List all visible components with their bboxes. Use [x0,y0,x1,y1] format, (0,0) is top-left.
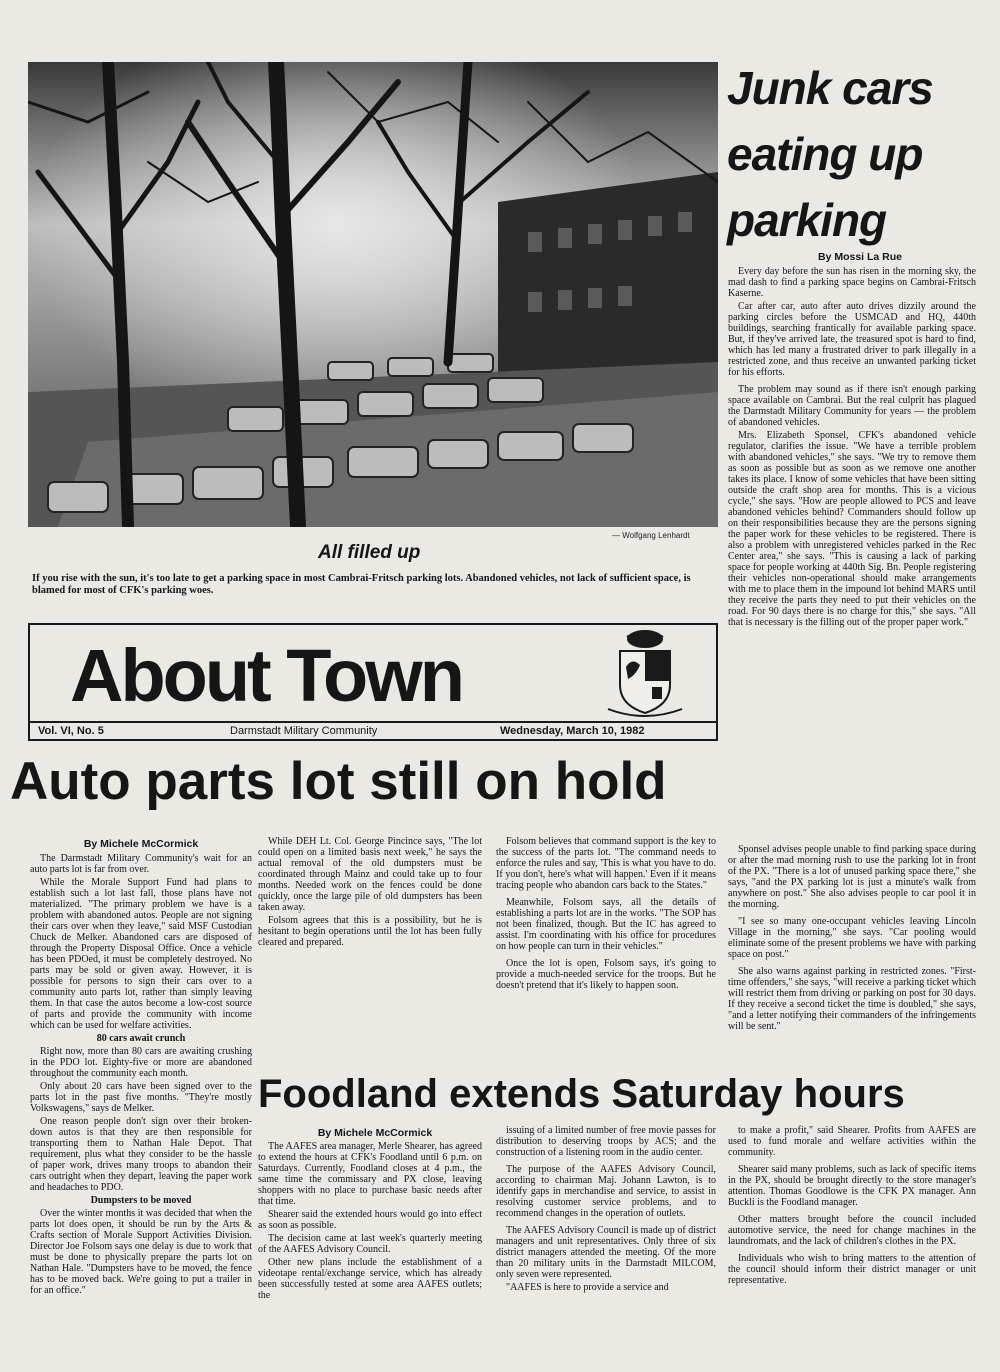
photo-credit: — Wolfgang Lenhardt [612,531,690,540]
masthead-community: Darmstadt Military Community [230,725,378,737]
photo-caption-title: All filled up [318,542,421,563]
paragraph: Over the winter months it was decided that when the parts lot does open, it should be run by the Arts & Crafts section of Morale Support Activities Division. Director Joe Folsom says one delay is due to work that must be done to physically prepare the parts lot on Nathan Hale. "Dumpsters have to be moved, the fence has to be moved back. We're going to put a trailer in for an office." [30,1208,252,1296]
masthead [28,623,718,741]
headline-line: eating up [727,128,923,180]
paragraph: Sponsel advises people unable to find parking space during or after the mad morning rush to use the parking lot in front of the PX. "There is a lot of unused parking space there," she says, "and the PX parking lot is just a minute's walk from anywhere on post." She also advises people to car pool it in the morning. [728,844,976,910]
subhead: Dumpsters to be moved [90,1195,192,1206]
paragraph: The AAFES area manager, Merle Shearer, has agreed to extend the hours at CFK's Foodland until 6 p.m. on Saturdays. Currently, Foodland closes at 4 p.m., the same time the commissary and PX close, leaving shoppers with no place to purchase basic needs after that time. [258,1141,482,1207]
paragraph: Other new plans include the establishment of a videotape rental/exchange service, which has already been successfully tested at some area AAFES outlets; the [258,1257,482,1301]
paragraph: Shearer said the extended hours would go into effect as soon as possible. [258,1209,482,1231]
paragraph: While DEH Lt. Col. George Pincince says, "The lot could open on a limited basis next week," he says the actual removal of the old dumpsters must be coordinated through Mainz and could take up to four months. Needed work on the fences could be done quickly, once the large pile of old dumpsters has been taken away. [258,836,482,913]
masthead-title: About Town [70,634,462,717]
junk-cars-column [728,266,976,630]
paragraph: One reason people don't sign over their broken-down autos is that they are then responsible for transporting them to Nathan Hale Depot. That requirement, plus what they consider to be the hassle of paper work, drives many troops to abandon their cars outright when they depart, leaving the paper work and headaches to PDO. [30,1116,252,1193]
photo-caption: If you rise with the sun, it's too late to get a parking space in most Cambrai-Fritsch parking lots. Abandoned vehicles, not lack of sufficient space, is blamed for most of CFK's parking woes. [32,573,691,596]
paragraph: "AAFES is here to provide a service and [506,1282,669,1293]
auto-parts-column-1 [30,853,252,1298]
foodland-headline: Foodland extends Saturday hours [258,1072,905,1116]
paragraph: Only about 20 cars have been signed over to the parts lot in the past five months. "They're mostly Volkswagens," says de Melker. [30,1081,252,1114]
headline-line: parking [727,194,887,246]
paragraph: issuing of a limited number of free movie passes for distribution to deserving troops by ACS; and the construction of a listening room in the audio center. [496,1125,716,1158]
masthead-rule [30,721,716,723]
auto-parts-byline: By Michele McCormick [83,838,199,850]
paragraph: Mrs. Elizabeth Sponsel, CFK's abandoned vehicle regulator, clarifies the issue. "We have a terrible problem with abandoned vehicles," she says. "We try to remove them as soon as possible but as soon as we remove one another takes its place. I know of some vehicles that have been sitting outside the craft shop area for months. This is a vicious cycle," she says. "How are people allowed to PCS and leave abandoned vehicles behind? Commanders should follow up on their responsibilities because they are the persons signing the paper work for these vehicles to be registered. There is also a problem with unregistered vehicles parked in the Rec Center area," she says. "This is causing a lack of parking space for people working at 440th Sig. Bn. People registering their vehicles non-operational should make arrangements with me to place them in the impound lot behind MARS until they receive the parts they need to put their vehicles on the road. For 90 days there is no charge for this," she says. "All that is necessary is the filling out of the proper paper work." [728,430,976,628]
auto-parts-column-2 [258,836,482,950]
paragraph: The Darmstadt Military Community's wait for an auto parts lot is far from over. [30,853,252,875]
paragraph: The problem may sound as if there isn't enough parking space available on Cambrai. But the real culprit has plagued the Darmstadt Military Community for years — the problem of abandoned vehicles. [728,384,976,428]
paragraph: The AAFES Advisory Council is made up of district managers and unit representatives. Only three of six district managers attended the meeting. Of the more than 20 military units in the Darmstadt MILCOM, only seven were represented. [496,1225,716,1280]
headline-line: Junk cars [727,62,933,114]
masthead-date: Wednesday, March 10, 1982 [500,725,645,737]
paragraph: to make a profit," said Shearer. Profits from AAFES are used to fund morale and welfare activities within the community. [728,1125,976,1158]
paragraph: Meanwhile, Folsom says, all the details of establishing a parts lot are in the works. "The SOP has not been finalized, though. But the IC has agreed to assist. I'm coordinating with his office for procedures on how people can turn in their vehicles." [496,897,716,952]
masthead-volume: Vol. VI, No. 5 [38,725,104,737]
foodland-byline: By Michele McCormick [317,1127,433,1139]
paragraph: She also warns against parking in restricted zones. "First-time offenders," she says, "will receive a parking ticket which will restrict them from driving or parking on post for 30 days. If they receive a second ticket the time is doubled," she says, "and a letter notifying their commanders of the infringements will be sent." [728,966,976,1032]
paragraph: Once the lot is open, Folsom says, it's going to provide a much-needed service for the troops. But he doesn't pretend that it's likely to happen soon. [496,958,716,991]
auto-parts-headline: Auto parts lot still on hold [10,752,667,811]
parking-lot-photo [28,62,718,527]
paragraph: Other matters brought before the council included automotive service, the need for change machines in the laundromats, and the lack of children's clothes in the PX. [728,1214,976,1247]
paragraph: While the Morale Support Fund had plans to establish such a lot last fall, those plans have not materialized. "The primary problem we have is a problem with abandoned autos. People are not signing their cars over when they leave," said MSF Custodian Chuck de Melker. Abandoned cars are disposed of through the Property Disposal Office. Once a vehicle has been PDOed, it must be completely destroyed. No parts may be sold or given away. However, it is possible for persons to sign their cars over to a community auto parts lot, rather than simply leaving them. In that case the autos become a low-cost source of parts and provide the community with income which can be used for welfare activities. [30,877,252,1031]
paragraph: Individuals who wish to bring matters to the attention of the council should inform their district manager or unit representative. [728,1253,976,1286]
foodland-column-1 [258,1141,482,1303]
paragraph: The decision came at last week's quarterly meeting of the AAFES Advisory Council. [258,1233,482,1255]
paragraph: Every day before the sun has risen in the morning sky, the mad dash to find a parking space begins on Cambrai-Fritsch Kaserne. [728,266,976,299]
junk-cars-byline: By Mossi La Rue [817,251,903,263]
community-crest-icon [602,627,688,719]
foodland-column-3 [728,1125,976,1288]
subhead: 80 cars await crunch [96,1033,186,1044]
paragraph: "I see so many one-occupant vehicles leaving Lincoln Village in the morning," she says. "Car pooling would eliminate some of the present problems we have with parking space on post." [728,916,976,960]
junk-cars-column-continued [728,838,976,1034]
auto-parts-column-3 [496,836,716,993]
paragraph: Car after car, auto after auto drives dizzily around the parking circles before the USMCAD and HQ, 440th buildings, searching frantically for available parking space. But, if they've arrived late, the treasured spot is hard to find, which has led many a frustrated driver to park illegally in a restricted zone, and thus receive an unwanted parking ticket for his efforts. [728,301,976,378]
paragraph: Right now, more than 80 cars are awaiting crushing in the PDO lot. Eighty-five or more are abandoned throughout the community each month. [30,1046,252,1079]
paragraph: Folsom believes that command support is the key to the success of the parts lot. "The command needs to enforce the rules and say, 'This is what you have to do. If you don't, here's what will happen.' Even if it means tracing people who abandon cars back to the States." [496,836,716,891]
junk-cars-headline [727,55,987,253]
foodland-column-2 [496,1125,716,1295]
paragraph: Folsom agrees that this is a possibility, but he is hesitant to begin operations until the lot has been fully cleared and prepared. [258,915,482,948]
paragraph: Shearer said many problems, such as lack of specific items in the PX, should be brought directly to the store manager's attention. Thomas Goodlowe is the CFK PX manager. Ann Buckli is the Foodland manager. [728,1164,976,1208]
paragraph: The purpose of the AAFES Advisory Council, according to chairman Maj. Johann Lawton, is to identify gaps in merchandise and service, to assist in resolving customer service problems, and to recommend changes in the operation of outlets. [496,1164,716,1219]
